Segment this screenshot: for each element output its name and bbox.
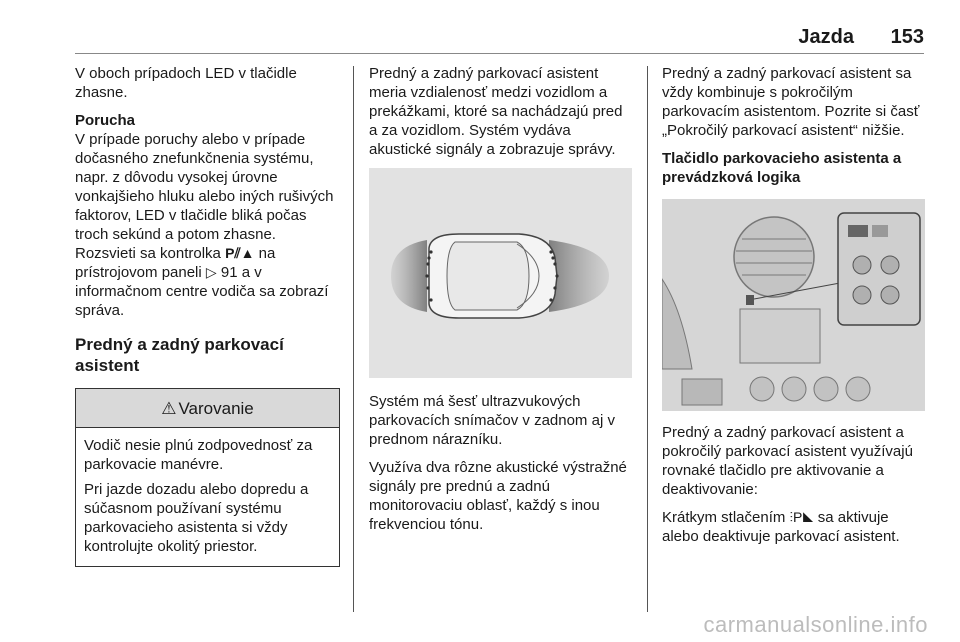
- warning-title: Varovanie: [178, 398, 254, 418]
- warning-box: [75, 388, 340, 567]
- car-roof: [447, 242, 529, 310]
- control-knob: [853, 286, 871, 304]
- column-divider-2: [647, 66, 648, 612]
- paragraph: Predný a zadný parkovací asistent a pokročilý parkovací asistent využívajú rovnaké tlačidlo pre aktivovanie a deaktivovanie:: [662, 424, 913, 498]
- dashboard-illustration: [662, 199, 925, 411]
- button-logic-heading: Tlačidlo parkovacieho asistenta a prevádzková logika: [662, 150, 902, 186]
- watermark: carmanualsonline.info: [703, 612, 928, 637]
- dashboard-button-figure: [662, 199, 925, 411]
- column-2: [369, 64, 634, 543]
- column-1: [75, 64, 340, 567]
- button-closeup: [872, 225, 888, 237]
- fault-paragraph: V prípade poruchy alebo v prípade dočasného znefunkčnenia systému, napr. z dôvodu vysokej úrovne vonkajšieho hluku alebo iných rušivých faktorov, LED v tlačidle bliká počas troch sekúnd a potom zhasne. Rozsvieti sa kontrolka P⫽▲ na prístrojovom paneli ▷ 91 a v informačnom centre vodiča sa zobrazí správa.: [75, 131, 334, 319]
- warning-header: [76, 389, 339, 428]
- paragraph: V oboch prípadoch LED v tlačidle zhasne.: [75, 65, 297, 101]
- park-assist-button-icon: ⫶P◣: [789, 509, 814, 525]
- paragraph: Predný a zadný parkovací asistent sa vždy kombinuje s pokročilým parkovacím asistentom. Pozrite si časť „Pokročilý parkovací asistent“ nižšie.: [662, 65, 920, 139]
- park-assist-button: [746, 295, 754, 305]
- warning-body: [76, 428, 339, 566]
- rear-sensor-zone: [391, 240, 427, 312]
- warning-text: Vodič nesie plnú zodpovednosť za parkovacie manévre.: [84, 437, 313, 473]
- sensor-zones-figure: [369, 168, 632, 378]
- section-title: Jazda: [798, 26, 854, 48]
- page-number: 153: [890, 26, 924, 48]
- control-knob: [881, 286, 899, 304]
- warning-text: Pri jazde dozadu alebo dopredu a súčasnom používaní systému parkovacieho asistenta si vždy kontrolujte okolitý priestor.: [84, 481, 309, 555]
- control-knob: [881, 256, 899, 274]
- column-3: [662, 64, 927, 555]
- paragraph: Krátkym stlačením ⫶P◣ sa aktivuje alebo deaktivuje parkovací asistent.: [662, 509, 900, 545]
- center-panel: [740, 309, 820, 363]
- page-reference-icon: ▷: [205, 264, 217, 280]
- park-assist-warning-icon: P⫽▲: [225, 245, 255, 261]
- page-header: [75, 26, 924, 50]
- column-divider-1: [353, 66, 354, 612]
- air-vent: [734, 217, 814, 297]
- warning-triangle-icon: ⚠: [161, 398, 177, 418]
- section-heading: Predný a zadný parkovací asistent: [75, 335, 284, 375]
- paragraph: Využíva dva rôzne akustické výstražné signály pre prednú a zadnú monitorovaciu oblasť, každý s inou frekvenciou tónu.: [369, 459, 627, 533]
- paragraph: Predný a zadný parkovací asistent meria vzdialenosť medzi vozidlom a prekážkami, ktoré sa nachádzajú pred a za vozidlom. Systém vydáva akustické signály a zobrazuje správy.: [369, 65, 623, 158]
- control-knob: [853, 256, 871, 274]
- car-top-view-illustration: [369, 168, 632, 378]
- pedal-area: [682, 379, 722, 405]
- fault-heading: Porucha: [75, 112, 136, 129]
- paragraph: Systém má šesť ultrazvukových parkovacích snímačov v zadnom aj v prednom nárazníku.: [369, 393, 615, 448]
- header-divider: [75, 53, 924, 54]
- park-assist-button-closeup: [848, 225, 868, 237]
